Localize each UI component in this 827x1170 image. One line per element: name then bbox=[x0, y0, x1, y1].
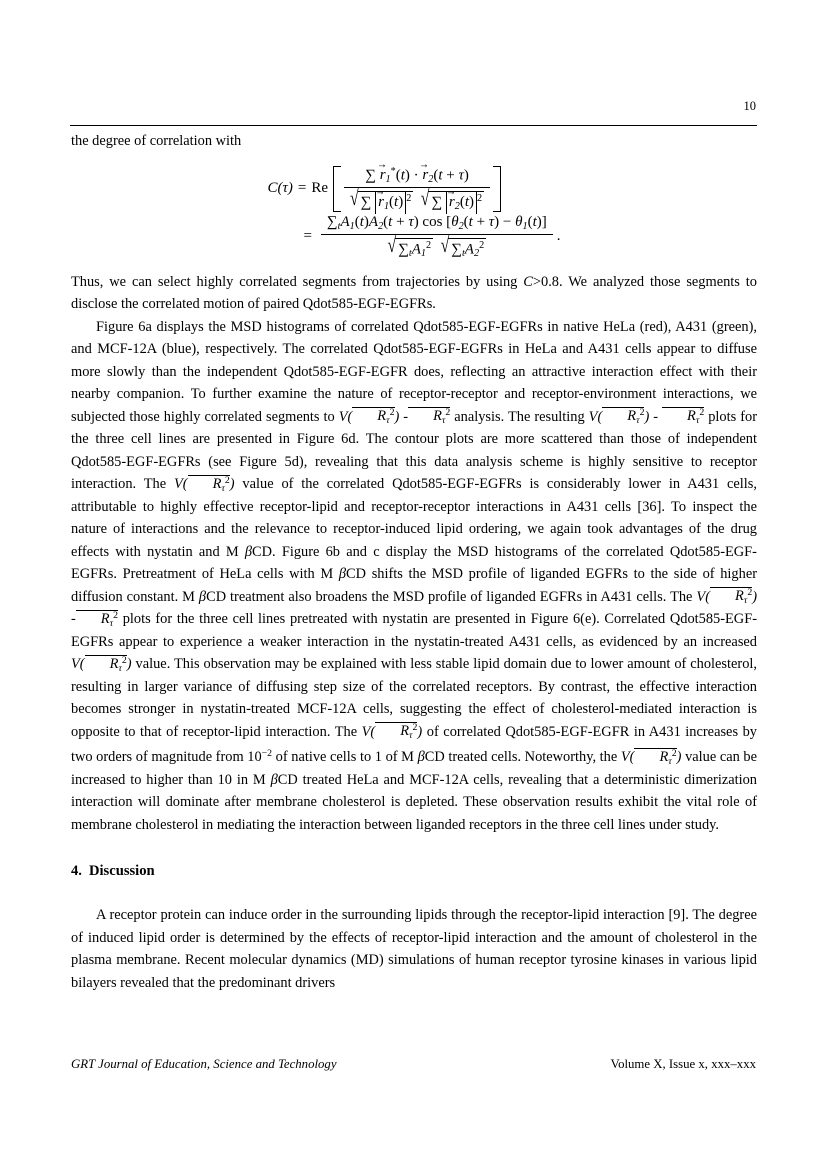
notation-rtau-3: $R_\tau^2$ bbox=[76, 610, 118, 629]
beta-symbol-1: β bbox=[244, 543, 253, 560]
beta-symbol-5: β bbox=[270, 771, 278, 788]
notation-v-rtau-6: V( $R_\tau^2$) bbox=[361, 722, 423, 742]
variable-c: C bbox=[523, 273, 533, 290]
notation-v-rtau-2: V( $R_\tau^2$) bbox=[588, 407, 650, 427]
p2-seg-11: of native cells to 1 of M bbox=[272, 749, 418, 766]
equation-line-1 bbox=[267, 166, 503, 213]
notation-v-rtau-7: V( $R_\tau^2$) bbox=[620, 748, 682, 767]
beta-symbol-4: β bbox=[417, 749, 425, 766]
equation-fraction-1 bbox=[340, 166, 494, 213]
p2-seg-12: CD treated cells. Noteworthy, the bbox=[424, 749, 621, 766]
equation-equals-sign: = bbox=[297, 180, 307, 197]
equation-trailing-period: . bbox=[556, 228, 561, 245]
p2-seg-8: plots for the three cell lines pretreated with nystatin are presented in Figure 6(e). Correlated Qdot585-EGF-EGFRs appear to experience a weaker interaction in the nystatin-treated A431 cells, as evidenced by an increased bbox=[71, 611, 757, 650]
paragraph-thus bbox=[71, 271, 757, 316]
equation-denominator-1: √ ∑ $r \to_1(t)$ $^2$ √ ∑ $r \to_2(t)$ $^2$ bbox=[344, 188, 490, 212]
p2-seg-10: of correlated Qdot585-EGF-EGFR in A431 increases by two orders of magnitude from 10 bbox=[71, 723, 757, 766]
equation-bracket-right bbox=[494, 166, 503, 213]
section-title: Discussion bbox=[88, 863, 155, 880]
beta-symbol-2: β bbox=[338, 566, 347, 583]
p2-seg-7: CD treatment also broadens the MSD profile of liganded EGFRs in A431 cells. The bbox=[206, 588, 697, 605]
equation-bracket-left bbox=[331, 166, 340, 213]
notation-rtau-1: $R_\tau^2$ bbox=[408, 407, 450, 426]
notation-v-rtau-3: V( $R_\tau^2$) bbox=[173, 474, 235, 494]
equation-numerator-1: ∑ $r \to_1^*(t) \cdot r \to_2(t + \tau)$ bbox=[359, 166, 475, 187]
equation-line-2 bbox=[303, 214, 560, 259]
header-rule bbox=[70, 125, 757, 126]
section-number: 4. bbox=[71, 863, 82, 880]
p2-seg-3: plots for the three cell lines are presented in Figure 6d. The contour plots are more scattered than those of independent Qdot585-EGF-EGFRs (see Figure 5d), revealing that this data analysis scheme is highly sensitive to receptor interaction. The bbox=[71, 408, 757, 493]
paragraph-thus-part-b: >0.8. We analyzed those segments to disclose the correlated motion of paired Qdot585-EGF-EGFRs. bbox=[71, 273, 757, 313]
lead-in-text: the degree of correlation with bbox=[71, 133, 242, 149]
paragraph-figure6: Figure 6a displays the MSD histograms of correlated Qdot585-EGF-EGFRs in native HeLa (red), A431 (green), and MCF-12A (blue), respectively. The correlated Qdot585-EGF-EGFRs in HeLa and A431 cells appear to diffuse more slowly than the independent Qdot585-EGF-EGFR does, reflecting an attractive interaction effect with their nearby companion. To further examine the nature of receptor-receptor and receptor-environment interactions, we subjected those highly correlated segments to V( $R_\tau^2) - R_\tau^2$ analysis. The resulting V( $R_\tau^2) - R_\tau^2$ plots for the three cell lines are presented in Figure 6d. The contour plots are more scattered than those of independent Qdot585-EGF-EGFRs (see Figure 5d), revealing that this data analysis scheme is highly sensitive to receptor interaction. The V( $R_\tau^2$) value of the correlated Qdot585-EGF-EGFRs is considerably lower in A431 cells, attributable to highly effective receptor-lipid and receptor-receptor interactions in A431 cells [36]. To inspect the nature of interactions and the relevance to receptor-induced lipid ordering, we again took advantages of the drug effects with nystatin and M βCD. Figure 6b and c display the MSD histograms of the correlated Qdot585-EGF-EGFRs. Pretreatment of HeLa cells with M βCD shifts the MSD profile of liganded EGFRs to the side of higher diffusion constant. M βCD treatment also broadens the MSD profile of liganded EGFRs in A431 cells. The V( $R_\tau^2) - R_\tau^2$ plots for the three cell lines pretreated with nystatin are presented in Figure 6(e). Correlated Qdot585-EGF-EGFRs appear to experience a weaker interaction in the nystatin-treated A431 cells, as evidenced by an increased V( $R_\tau^2$) value. This observation may be explained with less stable lipid domain due to lower amount of cholesterol, resulting in larger variance of diffusing step size of the correlated receptors. By contrast, the effective interaction becomes stronger in nystatin-treated MCF-12A cells, suggesting the effect of cholesterol-mediated interaction is opposite to that of receptor-lipid interaction. The V( $R_\tau^2$) of correlated Qdot585-EGF-EGFR in A431 increases by two orders of magnitude from $10^{-2}$ of native cells to 1 of M βCD treated cells. Noteworthy, the V( $R_\tau^2$) value can be increased to higher than 10 in M βCD treated HeLa and MCF-12A cells, revealing that a deterministic dimerization interaction will dominate after membrane cholesterol is depleted. These observation results exhibit the vital role of membrane cholesterol in mediating the interaction between liganded receptors in the three cell lines under study. bbox=[71, 318, 757, 833]
p2-seg-14: CD treated HeLa and MCF-12A cells, revealing that a deterministic dimerization interaction will dominate after membrane cholesterol is depleted. These observation results exhibit the vital role of membrane cholesterol in mediating the interaction between liganded receptors in the three cell lines under study. bbox=[71, 771, 757, 833]
equation-denominator-2: √ $\sum_tA_1^2$ √ $\sum_tA_2^2$ bbox=[387, 234, 485, 260]
notation-v-rtau-1: V( $R_\tau^2$) bbox=[338, 407, 400, 427]
notation-v-rtau-5: V( $R_\tau^2$) bbox=[71, 654, 132, 674]
page-number: 10 bbox=[743, 99, 756, 113]
equation-numerator-2: $\sum_tA_1(t)A_2(t + \tau)$ $\cos [\theta_2(t + \tau) - \theta_1(t)]$ bbox=[326, 214, 547, 233]
p2-seg-6: CD shifts the MSD profile of liganded EGFRs to the side of higher diffusion constant. M bbox=[71, 566, 757, 605]
p2-seg-5: CD. Figure 6b and c display the MSD histograms of the correlated Qdot585-EGF-EGFRs. Pretreatment of HeLa cells with M bbox=[71, 543, 757, 583]
page-content bbox=[71, 130, 757, 994]
notation-rtau-2: $R_\tau^2$ bbox=[662, 407, 704, 426]
footer-volume-info: Volume X, Issue x, xxx–xxx bbox=[610, 1057, 756, 1071]
p2-seg-4: value of the correlated Qdot585-EGF-EGFRs is considerably lower in A431 cells, attributable to highly effective receptor-lipid and receptor-receptor interactions in A431 cells [36]. To inspect the nature of interactions and the relevance to receptor-induced lipid ordering, we again took advantages of the drug effects with nystatin and M bbox=[71, 476, 757, 560]
exponent-minus-two: −2 bbox=[261, 748, 273, 760]
p2-seg-1: Figure 6a displays the MSD histograms of correlated Qdot585-EGF-EGFRs in native HeLa (red), A431 (green), and MCF-12A (blue), respectively. The correlated Qdot585-EGF-EGFRs in HeLa and A431 cells appear to diffuse more slowly than the independent Qdot585-EGF-EGFR does, reflecting an attractive interaction effect with their nearby companion. To further examine the nature of receptor-receptor and receptor-environment interactions, we subjected those highly correlated segments to bbox=[71, 318, 757, 425]
section-heading-discussion bbox=[71, 861, 757, 881]
equation-re-operator: Re bbox=[311, 180, 328, 197]
equation-correlation bbox=[71, 166, 757, 260]
equation-equals-sign-2: = bbox=[303, 228, 312, 245]
equation-fraction-2 bbox=[317, 214, 557, 259]
page-footer bbox=[71, 1056, 756, 1072]
p2-seg-2: analysis. The resulting bbox=[450, 408, 589, 425]
equation-lhs: C(τ) bbox=[267, 180, 293, 197]
paragraph-discussion-1: A receptor protein can induce order in the surrounding lipids through the receptor-lipid interaction [9]. The degree of induced lipid order is determined by the effects of receptor-lipid interaction and the amount of cholesterol in the plasma membrane. Recent molecular dynamics (MD) simulations of human receptor tyrosine kinases in various lipid bilayers revealed that the predominant drivers bbox=[71, 907, 757, 991]
beta-symbol-3: β bbox=[198, 588, 207, 605]
p2-seg-9: value. This observation may be explained with less stable lipid domain due to lower amount of cholesterol, resulting in larger variance of diffusing step size of the correlated receptors. By contrast, the effective interaction becomes stronger in nystatin-treated MCF-12A cells, suggesting the effect of cholesterol-mediated interaction is opposite to that of receptor-lipid interaction. The bbox=[71, 656, 757, 740]
p2-seg-13: value can be increased to higher than 10 in M bbox=[71, 749, 757, 788]
footer-journal-name: GRT Journal of Education, Science and Technology bbox=[71, 1057, 337, 1071]
paragraph-thus-part-a: Thus, we can select highly correlated segments from trajectories by using bbox=[71, 273, 524, 290]
notation-v-rtau-4: V( $R_\tau^2$) bbox=[696, 587, 757, 607]
